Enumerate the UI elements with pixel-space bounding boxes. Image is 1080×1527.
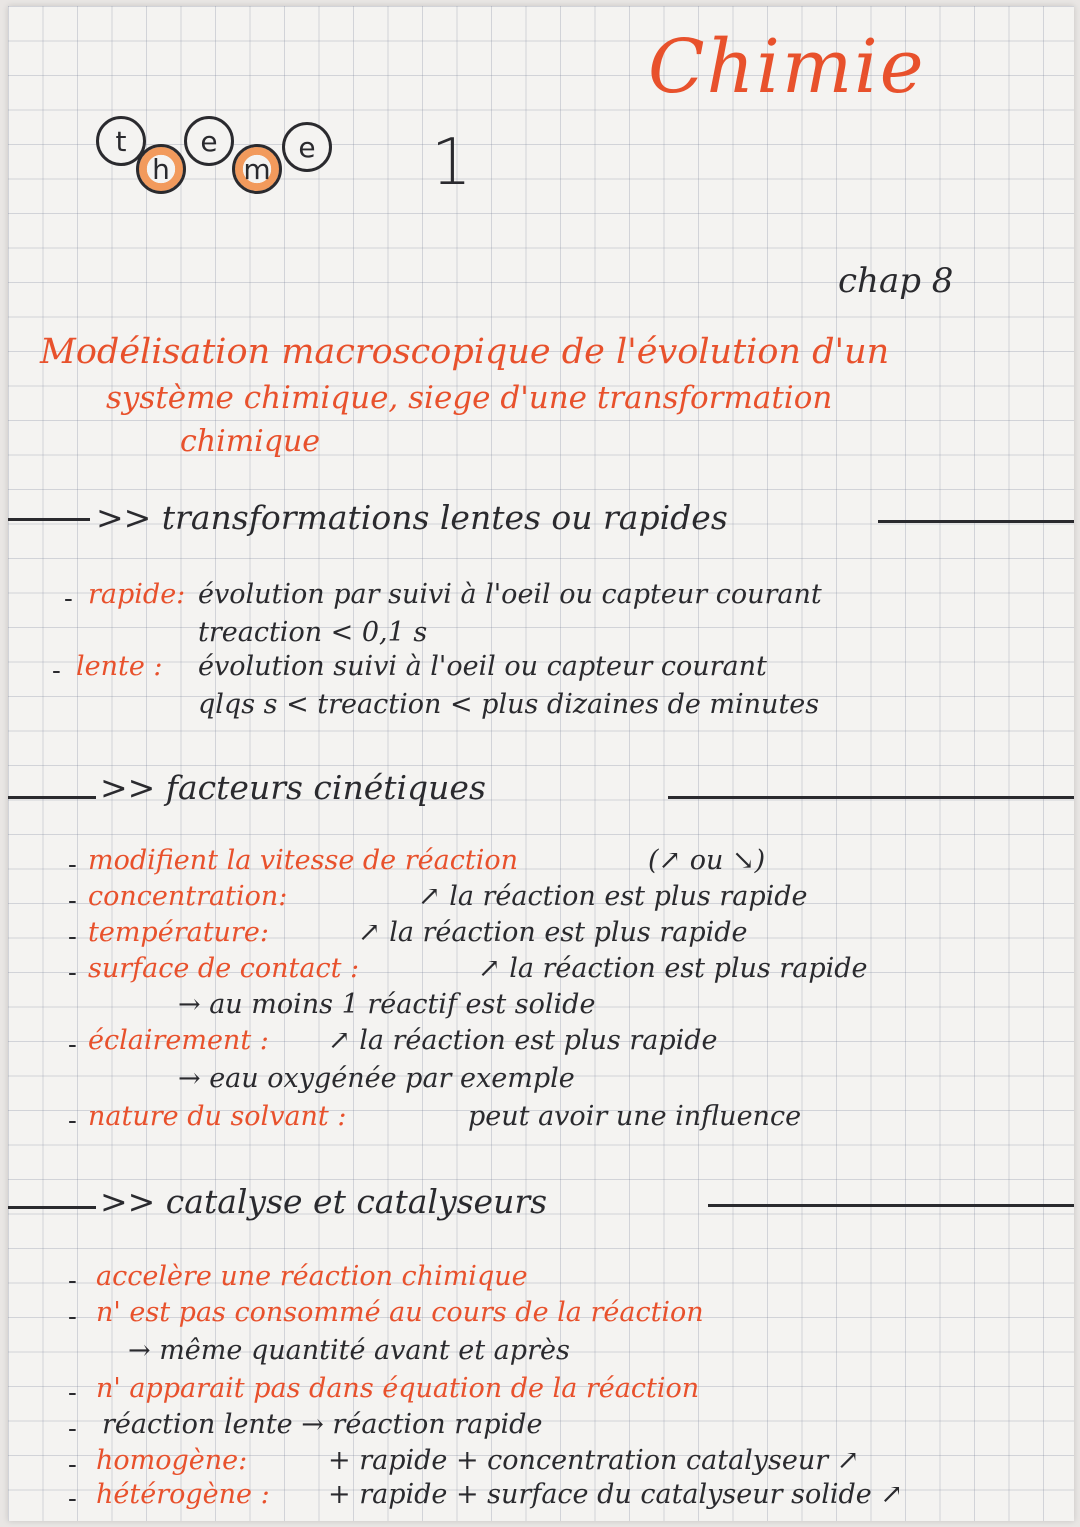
theme-number: 1: [431, 126, 472, 200]
item-label: concentration:: [88, 881, 288, 912]
notebook-page: t h e m e 1 Chimie chap 8 Modélisation macroscopique de l'évolution d'un système chimique, siege d'une transformation chimique >> transformations lentes ou rapides - rapide: évolution par suivi à l'oeil ou capteur courant treaction < 0,1 s - lente : évolution suivi à l'oeil ou capteur courant qlqs s < treaction < plus dizaines de minutes >> facteurs cinétiques - modifient la vitesse de réaction (↗ ou ↘) - concentration: ↗ la réaction est plus rapide - température: ↗ la réaction est plus rapide - surface de contact : ↗ la réaction est plus rapide → au moins 1 réactif est solide - éclairement : ↗ la réaction est plus rapide → eau oxygénée par exemple - nature du solvant : peut avoir une influence >> catalyse et catalyseurs - accelère une réaction chimique - n' est pas consommé au cours de la réaction → même quantité avant et après - n' apparait pas dans équation de la réaction - réaction lente → réaction rapide - homogène: + rapide + concentration catalyseur ↗ - hétérogène : + rapide + surface du catalyseur solide ↗: [8, 6, 1074, 1521]
item-label: homogène:: [96, 1445, 248, 1476]
item-label: n' apparait pas dans équation de la réaction: [96, 1373, 700, 1404]
item-text: peut avoir une influence: [468, 1101, 802, 1132]
item-label: hétérogène :: [96, 1479, 270, 1510]
item-text: → au moins 1 réactif est solide: [178, 989, 596, 1020]
item-text: qlqs s < treaction < plus dizaines de minutes: [198, 689, 820, 720]
main-title: Modélisation macroscopique de l'évolution d'un: [40, 332, 890, 372]
section-rule: [8, 518, 90, 521]
section-rule: [668, 796, 1074, 799]
item-label: surface de contact :: [88, 953, 360, 984]
subtitle-line: système chimique, siege d'une transformation: [106, 380, 833, 416]
item-text: évolution par suivi à l'oeil ou capteur courant: [198, 579, 822, 610]
item-label: rapide:: [88, 579, 186, 610]
theme-letter: t: [96, 116, 146, 166]
section-rule: [8, 796, 96, 799]
section-heading: >> catalyse et catalyseurs: [100, 1182, 548, 1221]
item-label: éclairement :: [88, 1025, 269, 1056]
section-heading: >> facteurs cinétiques: [100, 768, 486, 807]
item-text: (↗ ou ↘): [648, 845, 766, 876]
section-rule: [708, 1204, 1074, 1207]
item-text: + rapide + surface du catalyseur solide ↗: [328, 1479, 903, 1510]
item-text: réaction lente → réaction rapide: [102, 1409, 543, 1440]
item-label: lente :: [76, 651, 163, 682]
section-rule: [878, 520, 1074, 523]
section-heading: >> transformations lentes ou rapides: [96, 498, 728, 537]
item-text: ↗ la réaction est plus rapide: [358, 917, 748, 948]
subtitle-line: chimique: [180, 424, 321, 459]
section-rule: [8, 1206, 96, 1209]
item-text: → eau oxygénée par exemple: [178, 1063, 575, 1094]
item-text: + rapide + concentration catalyseur ↗: [328, 1445, 860, 1476]
item-label: n' est pas consommé au cours de la réaction: [96, 1297, 704, 1328]
item-text: ↗ la réaction est plus rapide: [328, 1025, 718, 1056]
subject-title: Chimie: [648, 24, 926, 110]
theme-letter: e: [282, 122, 332, 172]
item-text: évolution suivi à l'oeil ou capteur courant: [198, 651, 767, 682]
chapter-label: chap 8: [838, 261, 954, 301]
item-text: ↗ la réaction est plus rapide: [418, 881, 808, 912]
theme-heading: [96, 116, 496, 206]
item-text: treaction < 0,1 s: [198, 617, 428, 648]
item-label: modifient la vitesse de réaction: [88, 845, 518, 876]
item-label: nature du solvant :: [88, 1101, 347, 1132]
theme-letter: e: [184, 116, 234, 166]
item-text: → même quantité avant et après: [128, 1335, 570, 1366]
theme-letter: h: [136, 144, 186, 194]
item-label: accelère une réaction chimique: [96, 1261, 528, 1292]
item-text: ↗ la réaction est plus rapide: [478, 953, 868, 984]
item-label: température:: [88, 917, 269, 948]
theme-letter: m: [232, 144, 282, 194]
